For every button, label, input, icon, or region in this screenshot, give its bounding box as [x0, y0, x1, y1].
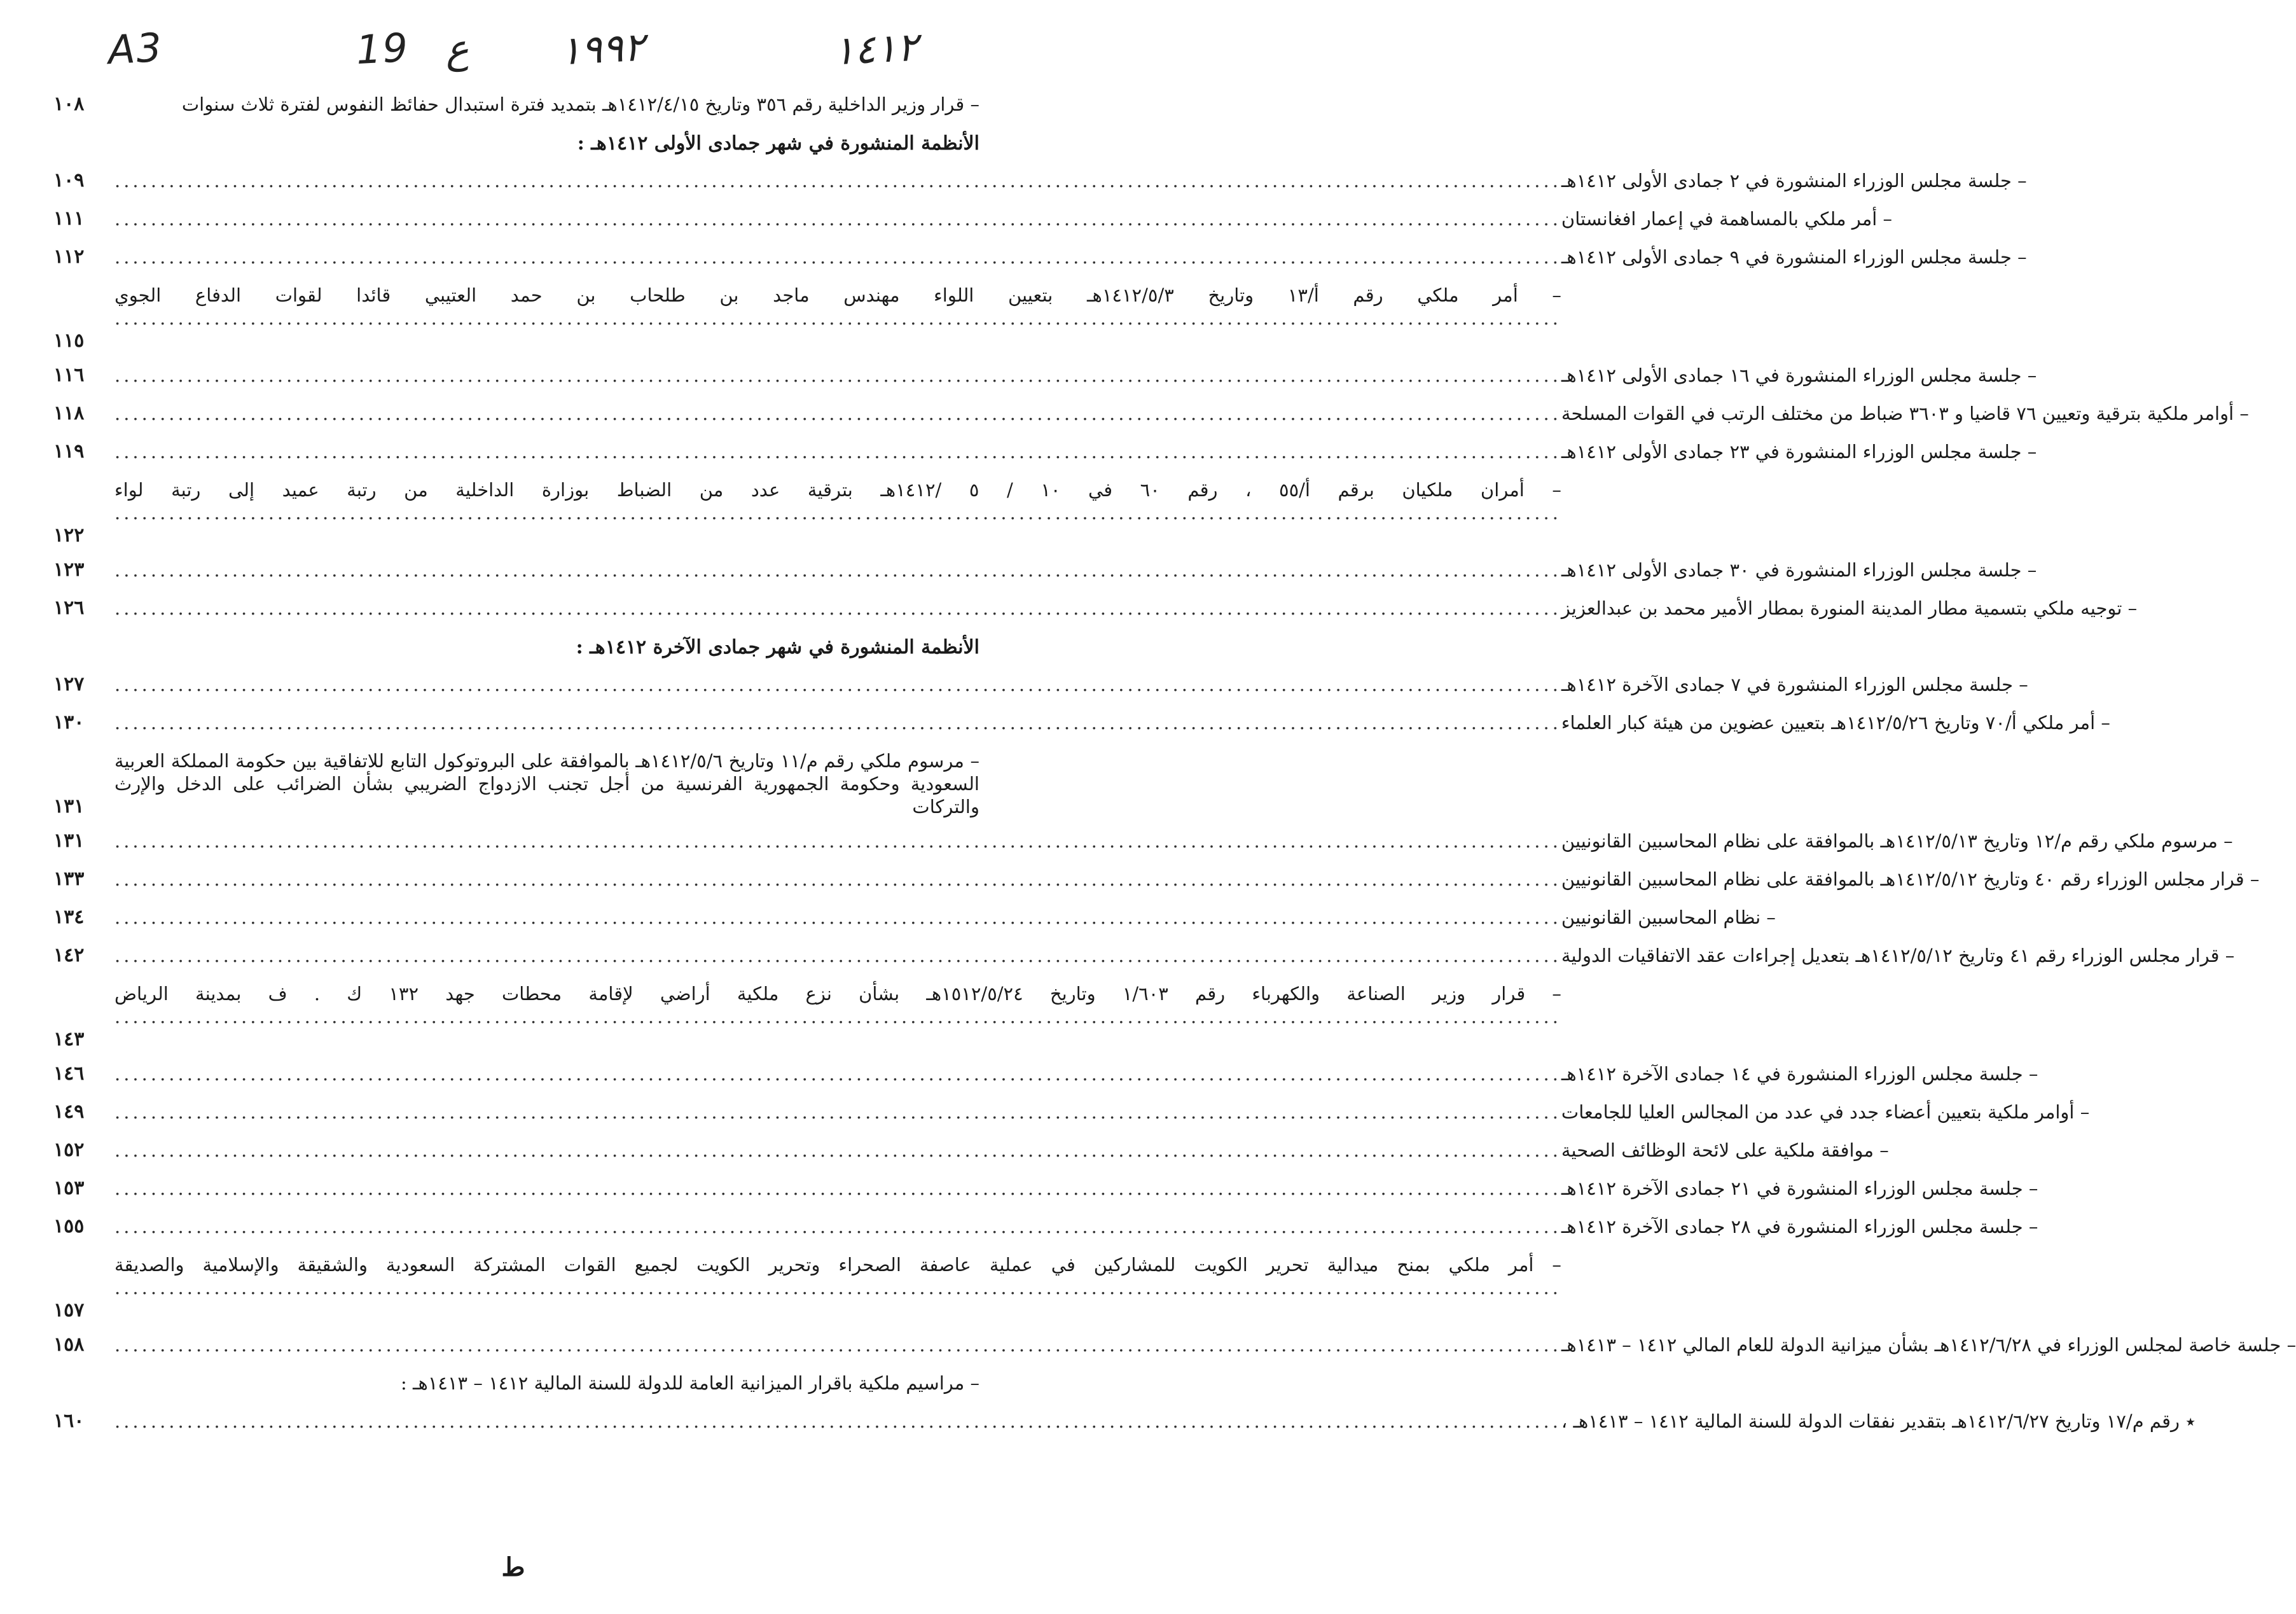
dot-leader: ................................................................................................................................................................	[114, 441, 1561, 463]
toc-page-number: ١٦٠	[53, 1410, 85, 1432]
dot-leader: ................................................................................................................................................................	[114, 1216, 1561, 1237]
toc-page-number: ١٣٣	[53, 868, 85, 890]
toc-entry	[45, 559, 2037, 597]
toc-entry-title	[114, 169, 2027, 192]
toc-page-number: ١١١	[53, 207, 85, 230]
toc-entry	[45, 284, 1561, 364]
toc-entry-title	[114, 364, 2037, 387]
toc-entry	[45, 1333, 2296, 1372]
toc-entry	[45, 169, 2027, 207]
toc-entry-title	[114, 711, 2110, 734]
toc-entry	[45, 711, 2110, 749]
toc-entry-text: – قرار وزير الصناعة والكهرباء رقم ١/٦٠٣ وتاريخ ١٥١٢/٥/٢٤هـ بشأن نزع ملكية أراضي لإقامة محطات جهد ١٣٢ ك . ف بمدينة الرياض	[114, 983, 1561, 1005]
toc-entry	[45, 1372, 979, 1410]
toc-entry-text: – جلسة مجلس الوزراء المنشورة في ٩ جمادى الأولى ١٤١٢هـ	[1561, 246, 2027, 268]
toc-page-number: ١٥٨	[53, 1333, 85, 1356]
toc-entry-title	[114, 440, 2037, 463]
toc-entry-text: – مراسيم ملكية باقرار الميزانية العامة للدولة للسنة المالية ١٤١٢ – ١٤١٣هـ :	[401, 1372, 979, 1394]
toc-entry-text: – أمر ملكي رقم أ/١٣ وتاريخ ١٤١٢/٥/٣هـ بتعيين اللواء مهندس ماجد بن طلحاب بن حمد العتيبي قائدا لقوات الدفاع الجوي	[114, 284, 1561, 306]
toc-page-number: ١١٢	[53, 246, 85, 268]
toc-entry-title	[114, 749, 979, 818]
toc-page-number: ١٣١	[53, 795, 85, 817]
dot-leader: ................................................................................................................................................................	[114, 1006, 1561, 1027]
toc-entry-text: – مرسوم ملكي رقم م/١٢ وتاريخ ١٤١٢/٥/١٣هـ بالموافقة على نظام المحاسبين القانونيين	[1561, 830, 2233, 852]
toc-entry	[45, 1062, 2038, 1101]
toc-entry	[45, 982, 1561, 1062]
toc-entry-text: – قرار وزير الداخلية رقم ٣٥٦ وتاريخ ١٤١٢/٤/١٥هـ بتمديد فترة استبدال حفائظ النفوس لفترة ثلاث سنوات	[181, 94, 979, 115]
toc-page-number: ١٥٣	[53, 1177, 85, 1199]
dot-leader: ................................................................................................................................................................	[114, 559, 1561, 581]
toc-entry-title	[114, 944, 2234, 967]
toc-entry-title	[114, 1253, 1561, 1299]
toc-entry-text: – جلسة مجلس الوزراء المنشورة في ٣٠ جمادى الأولى ١٤١٢هـ	[1561, 559, 2037, 581]
toc-entry-text: – أوامر ملكية بتعيين أعضاء جدد في عدد من المجالس العليا للجامعات	[1561, 1101, 2090, 1123]
toc-entry-title	[114, 906, 1776, 929]
toc-page-number: ١٢٧	[53, 673, 85, 695]
dot-leader: ................................................................................................................................................................	[114, 597, 1561, 619]
toc-page-number: ١٤٣	[53, 1028, 85, 1050]
table-of-contents	[45, 93, 2296, 1448]
toc-entry-text: – أمر ملكي بالمساهمة في إعمار افغانستان	[1561, 208, 1893, 230]
toc-page-number: ١٣١	[53, 830, 85, 852]
dot-leader: ................................................................................................................................................................	[114, 674, 1561, 695]
toc-entry-title	[114, 1062, 2038, 1085]
toc-entry-title	[114, 1215, 2038, 1238]
toc-entry-title	[114, 1372, 979, 1395]
toc-entry-title	[114, 830, 2233, 852]
toc-entry	[45, 1139, 1889, 1177]
toc-page-number: ١٤٢	[53, 944, 85, 966]
handwritten-year: ١٩٩٢	[558, 23, 646, 74]
toc-entry	[45, 673, 2028, 711]
dot-leader: ................................................................................................................................................................	[114, 1410, 1561, 1432]
toc-entry	[45, 246, 2027, 284]
toc-entry	[45, 402, 2249, 440]
toc-entry-text: – جلسة مجلس الوزراء المنشورة في ٢٨ جمادى الآخرة ١٤١٢هـ	[1561, 1216, 2038, 1237]
toc-entry-title	[114, 1333, 2296, 1356]
dot-leader: ................................................................................................................................................................	[114, 1101, 1561, 1123]
toc-entry-text: – أمر ملكي بمنح ميدالية تحرير الكويت للمشاركين في عملية عاصفة الصحراء وتحرير الكويت لجميع القوات المشتركة السعودية والشقيقة والإسلامية والصديقة	[114, 1254, 1561, 1276]
toc-entry	[45, 868, 2260, 906]
toc-entry-text: – أمر ملكي أ/٧٠ وتاريخ ١٤١٢/٥/٢٦هـ بتعيين عضوين من هيئة كبار العلماء	[1561, 712, 2110, 734]
toc-entry	[45, 207, 1893, 246]
toc-entry-text: – قرار مجلس الوزراء رقم ٤٠ وتاريخ ١٤١٢/٥/١٢هـ بالموافقة على نظام المحاسبين القانونيين	[1561, 868, 2260, 890]
handwritten-day: 19	[355, 24, 410, 74]
toc-entry	[45, 364, 2037, 402]
toc-entry	[45, 944, 2235, 982]
toc-entry-text: – جلسة مجلس الوزراء المنشورة في ١٦ جمادى الأولى ١٤١٢هـ	[1561, 365, 2037, 386]
dot-leader: ................................................................................................................................................................	[114, 907, 1561, 928]
toc-entry	[45, 749, 979, 830]
toc-page-number: ١٥٧	[53, 1299, 85, 1321]
toc-entry-text: – جلسة مجلس الوزراء المنشورة في ٢ جمادى الأولى ١٤١٢هـ	[1561, 170, 2027, 191]
toc-entry-title	[114, 868, 2259, 891]
dot-leader: ................................................................................................................................................................	[114, 712, 1561, 734]
handwritten-reference: A3	[107, 24, 164, 74]
toc-entry-title	[114, 1410, 2196, 1433]
section-heading: الأنظمة المنشورة في شهر جمادى الآخرة ١٤١٢هـ :	[576, 636, 979, 658]
page-letter: ط	[501, 1552, 525, 1582]
dot-leader: ................................................................................................................................................................	[114, 868, 1561, 890]
toc-entry	[45, 906, 1776, 944]
toc-page-number: ١١٨	[53, 402, 85, 424]
toc-entry-title	[114, 559, 2037, 581]
toc-entry-title	[114, 207, 1892, 230]
toc-entry-title	[114, 673, 2028, 696]
toc-entry-text: – أوامر ملكية بترقية وتعيين ٧٦ قاضيا و ٣٦٠٣ ضباط من مختلف الرتب في القوات المسلحة	[1561, 403, 2249, 424]
dot-leader: ................................................................................................................................................................	[114, 1139, 1561, 1161]
toc-page-number: ١٠٨	[53, 93, 85, 115]
toc-entry	[45, 1410, 2196, 1448]
toc-entry-text: – توجيه ملكي بتسمية مطار المدينة المنورة بمطار الأمير محمد بن عبدالعزيز	[1561, 597, 2138, 619]
dot-leader: ................................................................................................................................................................	[114, 307, 1561, 329]
toc-entry	[45, 1253, 1561, 1333]
toc-page-number: ١٢٦	[53, 597, 85, 619]
toc-entry	[45, 1177, 2038, 1215]
dot-leader: ................................................................................................................................................................	[114, 1178, 1561, 1199]
dot-leader: ................................................................................................................................................................	[114, 365, 1561, 386]
toc-entry-text: – جلسة مجلس الوزراء المنشورة في ٧ جمادى الآخرة ١٤١٢هـ	[1561, 674, 2028, 695]
toc-entry-text: – قرار مجلس الوزراء رقم ٤١ وتاريخ ١٤١٢/٥/١٢هـ بتعديل إجراءات عقد الاتفاقيات الدولية	[1561, 945, 2235, 966]
toc-page-number: ١٢٣	[53, 559, 85, 581]
toc-entry-title	[114, 597, 2137, 620]
toc-entry	[45, 830, 2233, 868]
dot-leader: ................................................................................................................................................................	[114, 830, 1561, 852]
dot-leader: ................................................................................................................................................................	[114, 208, 1561, 230]
toc-entry-text: – جلسة مجلس الوزراء المنشورة في ٢٣ جمادى الأولى ١٤١٢هـ	[1561, 441, 2037, 463]
toc-entry-title	[114, 1139, 1889, 1162]
toc-entry-text: – نظام المحاسبين القانونيين	[1561, 907, 1776, 928]
toc-entry-text: – موافقة ملكية على لائحة الوظائف الصحية	[1561, 1139, 1889, 1161]
section-heading: الأنظمة المنشورة في شهر جمادى الأولى ١٤١٢هـ :	[577, 132, 979, 155]
toc-entry-title	[114, 1101, 2089, 1124]
dot-leader: ................................................................................................................................................................	[114, 1277, 1561, 1298]
toc-page-number: ١٤٦	[53, 1062, 85, 1085]
toc-entry-text: – جلسة مجلس الوزراء المنشورة في ٢١ جمادى الآخرة ١٤١٢هـ	[1561, 1178, 2038, 1199]
toc-entry	[45, 597, 2138, 635]
dot-leader: ................................................................................................................................................................	[114, 945, 1561, 966]
toc-entry-title	[114, 1177, 2038, 1200]
toc-entry-title	[114, 246, 2027, 268]
toc-entry-text: – أمران ملكيان برقم أ/٥٥ ، رقم ٦٠ في ١٠ / ٥ /١٤١٢هـ بترقية عدد من الضباط بوزارة الداخلية من رتبة عميد إلى رتبة لواء	[114, 479, 1561, 501]
toc-entry-title	[114, 478, 1561, 524]
toc-page-number: ١٥٢	[53, 1139, 85, 1161]
dot-leader: ................................................................................................................................................................	[114, 1063, 1561, 1085]
toc-entry-title	[114, 402, 2249, 425]
dot-leader: ................................................................................................................................................................	[114, 502, 1561, 524]
toc-entry-text: – جلسة خاصة لمجلس الوزراء في ١٤١٢/٦/٢٨هـ بشأن ميزانية الدولة للعام المالي ١٤١٢ – ١٤١٣هـ	[1561, 1334, 2296, 1356]
toc-entry	[45, 440, 2037, 478]
toc-entry-title	[114, 93, 979, 116]
toc-entry-text: – جلسة مجلس الوزراء المنشورة في ١٤ جمادى الآخرة ١٤١٢هـ	[1561, 1063, 2038, 1085]
toc-entry-title	[114, 982, 1561, 1028]
toc-entry-title	[114, 284, 1561, 330]
toc-page-number: ١٤٩	[53, 1101, 85, 1123]
toc-page-number: ١١٩	[53, 440, 85, 463]
toc-entry	[45, 1215, 2038, 1253]
toc-entry-text: – مرسوم ملكي رقم م/١١ وتاريخ ١٤١٢/٥/٦هـ بالموافقة على البروتوكول التابع للاتفاقية بين حكومة المملكة العربية السعودية وحكومة الجمهورية الفرنسية من أجل تجنب الازدواج الضريبي بشأن الضرائب على الدخل والإرث والتركات	[114, 750, 979, 817]
toc-page-number: ١٣٤	[53, 906, 85, 928]
toc-entry	[45, 1101, 2090, 1139]
toc-page-number: ١٥٥	[53, 1215, 85, 1237]
toc-page-number: ١١٦	[53, 364, 85, 386]
toc-entry-text: ٭ رقم م/١٧ وتاريخ ١٤١٢/٦/٢٧هـ بتقدير نفقات الدولة للسنة المالية ١٤١٢ – ١٤١٣هـ ،	[1561, 1410, 2196, 1432]
dot-leader: ................................................................................................................................................................	[114, 170, 1561, 191]
dot-leader: ................................................................................................................................................................	[114, 403, 1561, 424]
toc-entry	[45, 93, 979, 131]
dot-leader: ................................................................................................................................................................	[114, 246, 1561, 268]
handwritten-month: ع	[444, 25, 470, 73]
toc-page-number: ١٢٢	[53, 524, 85, 546]
dot-leader: ................................................................................................................................................................	[114, 1334, 1561, 1356]
toc-entry	[45, 478, 1561, 559]
toc-page-number: ١٠٩	[53, 169, 85, 191]
toc-page-number: ١١٥	[53, 330, 85, 352]
toc-page-number: ١٣٠	[53, 711, 85, 734]
handwritten-hijri-year: ١٤١٢	[832, 23, 920, 74]
